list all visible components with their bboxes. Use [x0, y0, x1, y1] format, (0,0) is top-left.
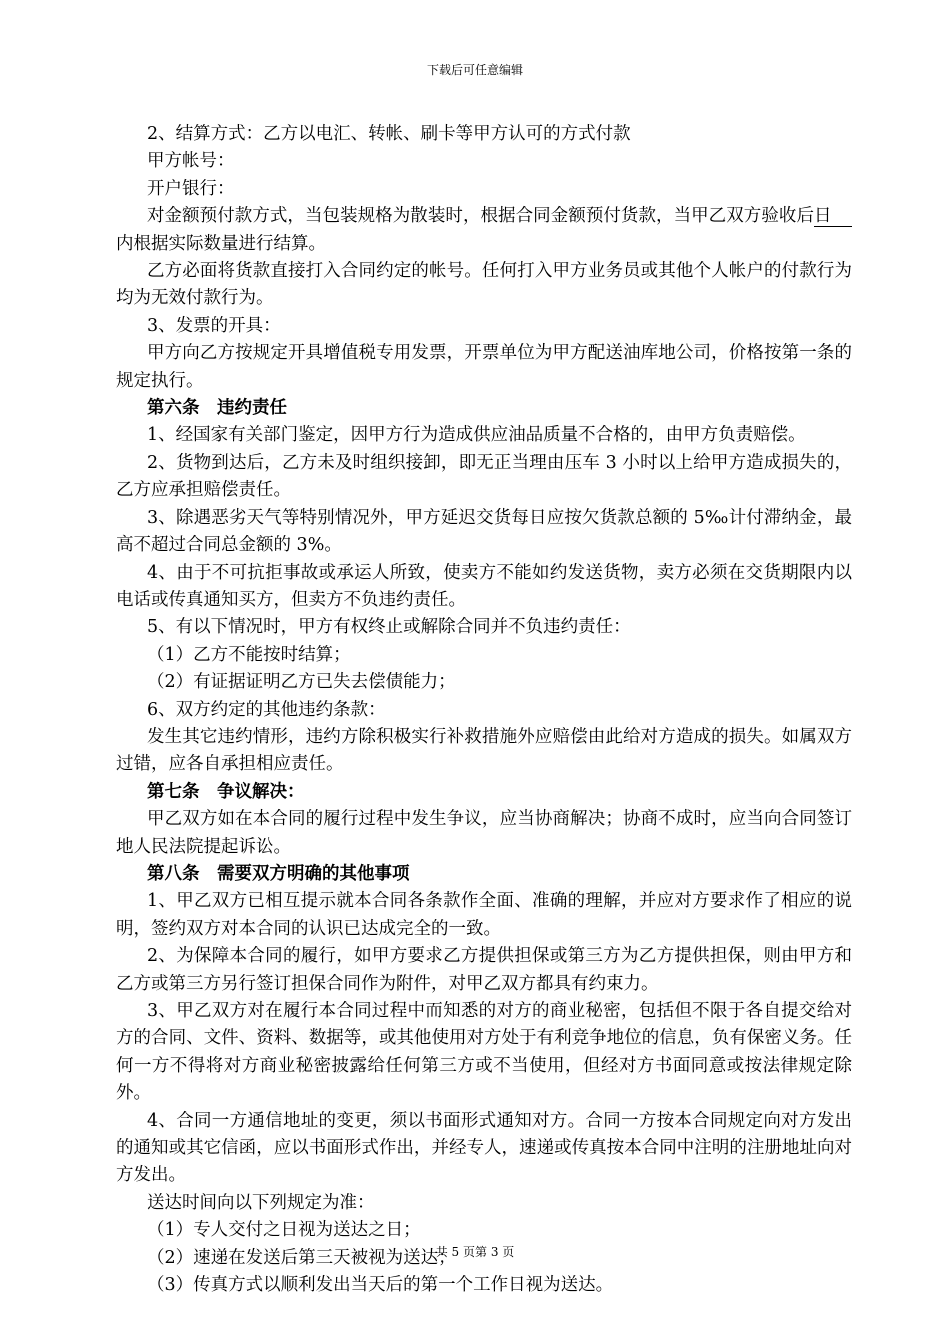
- page-header: 下载后可任意编辑: [426, 63, 523, 77]
- paragraph-breach-1: 1、经国家有关部门鉴定，因甲方行为造成供应油品质量不合格的，由甲方负责赔偿。: [147, 425, 806, 446]
- paragraph-breach-4: 4、由于不可抗拒事故或承运人所致，使卖方不能如约发送货物，卖方必须在交货期限内以电话或传真通知买方，但卖方不负违约责任。: [116, 562, 852, 610]
- paragraph-payment-account: 乙方必面将货款直接打入合同约定的帐号。任何打入甲方业务员或其他个人帐户的付款行为均为无效付款行为。: [116, 261, 852, 309]
- list-item: （3）传真方式以顺利发出当天后的第一个工作日视为送达。: [147, 1275, 614, 1296]
- section-heading-article-6: 第六条 违约责任: [147, 398, 287, 419]
- paragraph-other-4: 4、合同一方通信地址的变更，须以书面形式通知对方。合同一方按本合同规定向对方发出的通知或其它信函，应以书面形式作出，并经专人，速递或传真按本合同中注明的注册地址向对方发出。: [116, 1110, 852, 1186]
- page-footer: 共 5 页第 3 页: [435, 1245, 515, 1259]
- paragraph-invoice-heading: 3、发票的开具：: [147, 315, 281, 336]
- list-item: （2）有证据证明乙方已失去偿债能力；: [147, 672, 456, 693]
- paragraph-breach-3: 3、除遇恶劣天气等特别情况外，甲方延迟交货每日应按欠货款总额的 5‰计付滞纳金，最高不超过合同总金额的 3%。: [116, 507, 852, 556]
- paragraph-settlement-method: 2、结算方式：乙方以电汇、转帐、刷卡等甲方认可的方式付款: [147, 124, 631, 144]
- paragraph-delivery-time: 送达时间向以下列规定为准：: [147, 1192, 375, 1213]
- paragraph-bank: 开户银行：: [147, 178, 235, 199]
- paragraph-other-1: 1、甲乙双方已相互提示就本合同各条款作全面、准确的理解，并应对方要求作了相应的说明，签约双方对本合同的认识已达成完全的一致。: [116, 891, 852, 939]
- list-item: （1）专人交付之日视为送达之日；: [147, 1220, 421, 1241]
- days-blank-field: 日: [814, 206, 852, 227]
- section-heading-article-8: 第八条 需要双方明确的其他事项: [147, 863, 410, 884]
- prepayment-text-b: 内根据实际数量进行结算。: [116, 233, 326, 254]
- paragraph-invoice: 甲方向乙方按规定开具增值税专用发票，开票单位为甲方配送油库地公司，价格按第一条的规定执行。: [116, 343, 852, 391]
- paragraph-breach-5: 5、有以下情况时，甲方有权终止或解除合同并不负违约责任：: [147, 617, 631, 638]
- section-heading-article-7: 第七条 争议解决：: [147, 781, 305, 802]
- list-item: （2）速递在发送后第三天被视为送达；: [147, 1247, 456, 1268]
- list-item: （1）乙方不能按时结算；: [147, 644, 351, 665]
- paragraph-dispute: 甲乙双方如在本合同的履行过程中发生争议，应当协商解决；协商不成时，应当向合同签订地人民法院提起诉讼。: [116, 809, 852, 857]
- paragraph-other-breach: 发生其它违约情形，违约方除积极实行补救措施外应赔偿由此给对方造成的损失。如属双方过错，应各自承担相应责任。: [116, 726, 852, 775]
- prepayment-text-a: 对金额预付款方式，当包装规格为散装时，根据合同金额预付货款，当甲乙双方验收后: [147, 206, 814, 227]
- paragraph-prepayment: [116, 203, 852, 258]
- paragraph-other-3: 3、甲乙双方对在履行本合同过程中而知悉的对方的商业秘密，包括但不限于各自提交给对方的合同、文件、资料、数据等，或其他使用对方处于有利竞争地位的信息，负有保密义务。任何一方不得将对方商业秘密披露给任何第三方或不当使用，但经对方书面同意或按法律规定除外。: [116, 1001, 852, 1104]
- paragraph-account-number: 甲方帐号：: [147, 151, 235, 172]
- paragraph-breach-6: 6、双方约定的其他违约条款：: [147, 699, 386, 720]
- document-body: [116, 121, 852, 1299]
- paragraph-other-2: 2、为保障本合同的履行，如甲方要求乙方提供担保或第三方为乙方提供担保，则由甲方和乙方或第三方另行签订担保合同作为附件，对甲乙双方都具有约束力。: [116, 946, 852, 994]
- paragraph-breach-2: 2、货物到达后，乙方未及时组织接卸，即无正当理由压车 3 小时以上给甲方造成损失的，乙方应承担赔偿责任。: [116, 452, 852, 501]
